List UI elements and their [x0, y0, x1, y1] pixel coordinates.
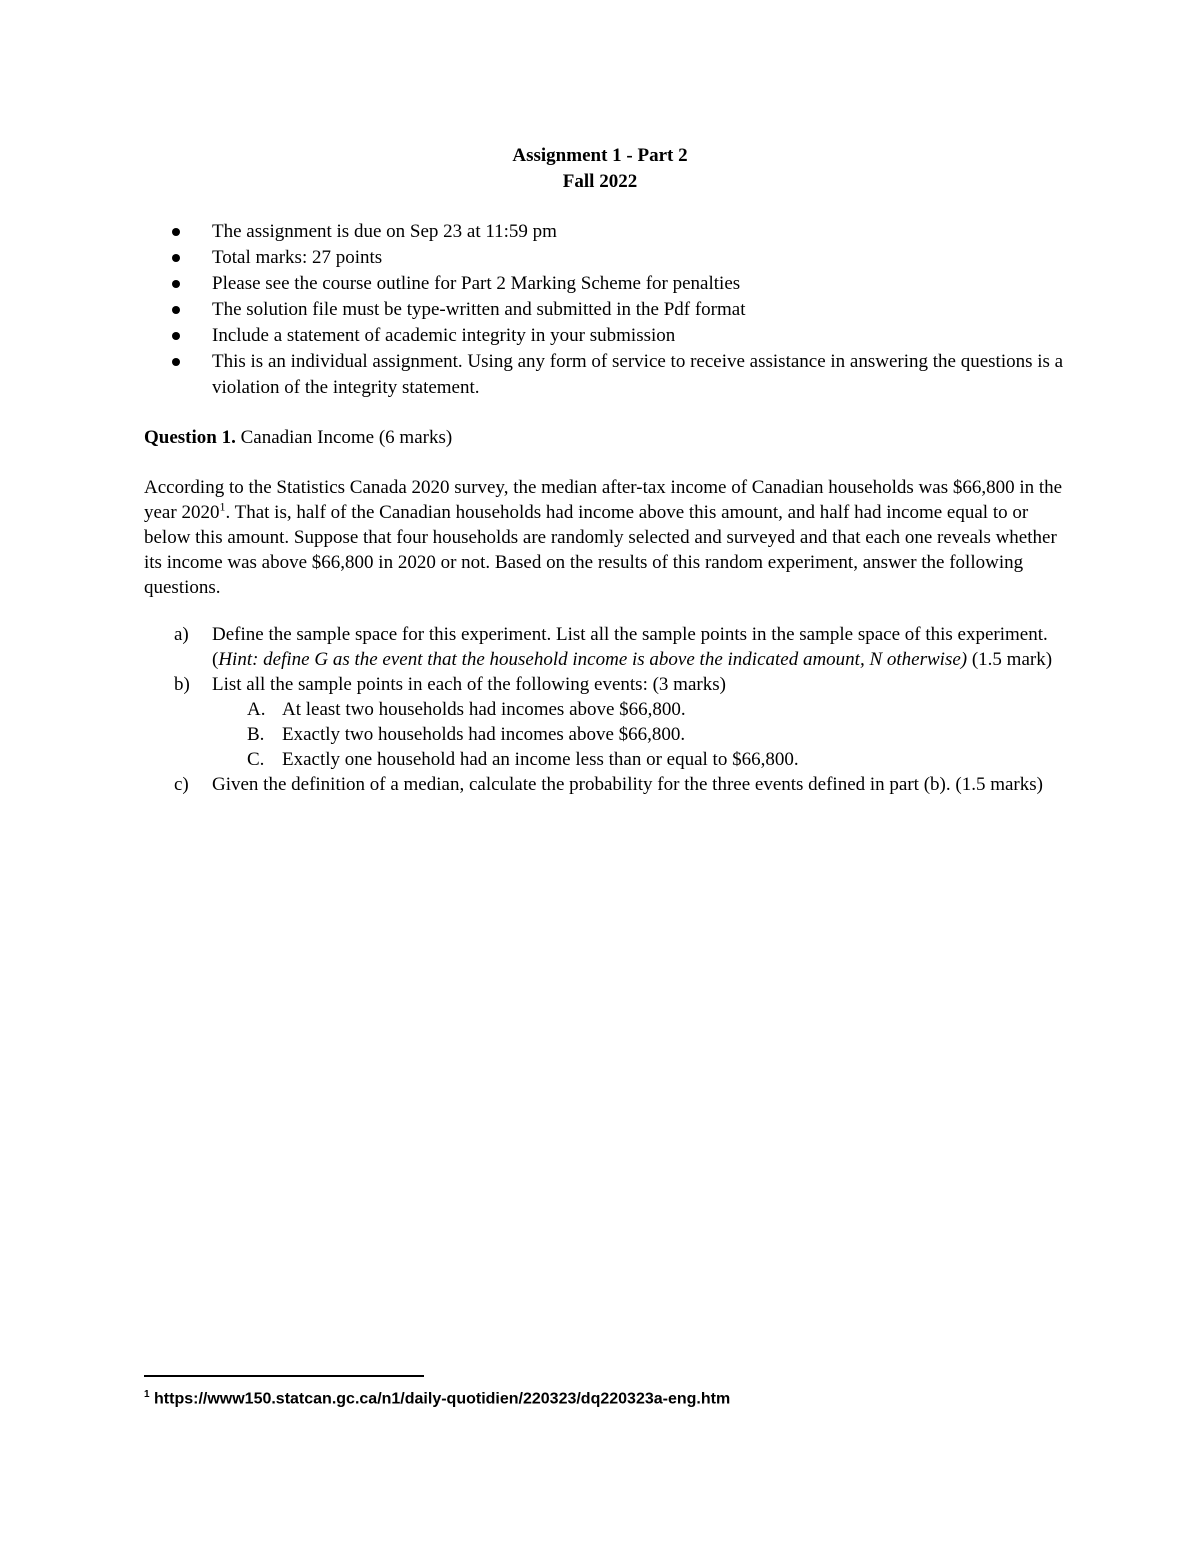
event-marker: C. — [247, 749, 265, 770]
footnote-number: 1 — [144, 1389, 150, 1400]
paragraph-text: According to the Statistics Canada 2020 survey, the median after-tax income of Canadian households was $66,800 in the year 2020 — [144, 477, 1063, 523]
footnote-divider — [144, 1375, 424, 1377]
question-heading — [144, 425, 452, 451]
part-text: List all the sample points in each of the following events: (3 marks) — [212, 674, 726, 695]
instruction-text: This is an individual assignment. Using any form of service to receive assistance in answering the questions is a violation of the integrity statement. — [212, 351, 1064, 398]
bullet-icon — [172, 280, 180, 288]
part-hint: Hint: define G as the event that the household income is above the indicated amount, N otherwise) — [218, 649, 968, 670]
question-paragraph — [144, 475, 1064, 600]
bullet-icon — [172, 254, 180, 262]
event-text: Exactly one household had an income less than or equal to $66,800. — [282, 749, 799, 770]
event-text: Exactly two households had incomes above $66,800. — [282, 724, 686, 745]
question-label: Question 1. — [144, 427, 236, 448]
part-marks: (1.5 mark) — [967, 649, 1053, 670]
instruction-item — [144, 297, 1064, 323]
paragraph-text-continued: . That is, half of the Canadian households had income above this amount, and half had income equal to or below this amount. Suppose that four households are randomly selected and surveyed and that each one reveals whether its income was above $66,800 in 2020 or not. Based on the results of this random experiment, answer the following questions. — [144, 502, 1057, 598]
instruction-text: Include a statement of academic integrity in your submission — [212, 325, 676, 346]
event-marker: A. — [247, 699, 266, 720]
instruction-item — [144, 323, 1064, 349]
document-title: Assignment 1 - Part 2 — [512, 145, 688, 166]
footnote-link[interactable]: https://www150.statcan.gc.ca/n1/daily-quotidien/220323/dq220323a-eng.htm — [149, 1390, 731, 1408]
instruction-text: The assignment is due on Sep 23 at 11:59 pm — [212, 221, 557, 242]
part-text: Define the sample space for this experiment. List all the sample points in the sample space of this experiment. ( — [212, 624, 1048, 670]
event-item — [212, 697, 1064, 722]
question-parts-list — [144, 622, 1064, 797]
event-marker: B. — [247, 724, 265, 745]
part-marker: a) — [174, 624, 189, 645]
events-list — [212, 697, 1064, 772]
instruction-item — [144, 271, 1064, 297]
instructions-list — [144, 219, 1064, 401]
footnote-reference[interactable]: 1 — [219, 499, 226, 514]
question-part-a — [144, 622, 1064, 672]
instruction-item — [144, 219, 1064, 245]
footnote — [144, 1389, 730, 1408]
event-text: At least two households had incomes above $66,800. — [282, 699, 686, 720]
event-item — [212, 722, 1064, 747]
document-term: Fall 2022 — [562, 171, 638, 192]
part-marker: b) — [174, 674, 190, 695]
event-item — [212, 747, 1064, 772]
instruction-text: The solution file must be type-written and submitted in the Pdf format — [212, 299, 746, 320]
part-text: Given the definition of a median, calculate the probability for the three events defined in part (b). (1.5 marks) — [212, 774, 1043, 795]
instruction-text: Please see the course outline for Part 2 Marking Scheme for penalties — [212, 273, 741, 294]
question-part-c — [144, 772, 1064, 797]
instruction-text: Total marks: 27 points — [212, 247, 383, 268]
bullet-icon — [172, 306, 180, 314]
bullet-icon — [172, 228, 180, 236]
bullet-icon — [172, 332, 180, 340]
question-title: Canadian Income (6 marks) — [240, 427, 453, 448]
part-marker: c) — [174, 774, 189, 795]
instruction-item — [144, 245, 1064, 271]
instruction-item — [144, 349, 1064, 401]
bullet-icon — [172, 358, 180, 366]
question-part-b — [144, 672, 1064, 772]
